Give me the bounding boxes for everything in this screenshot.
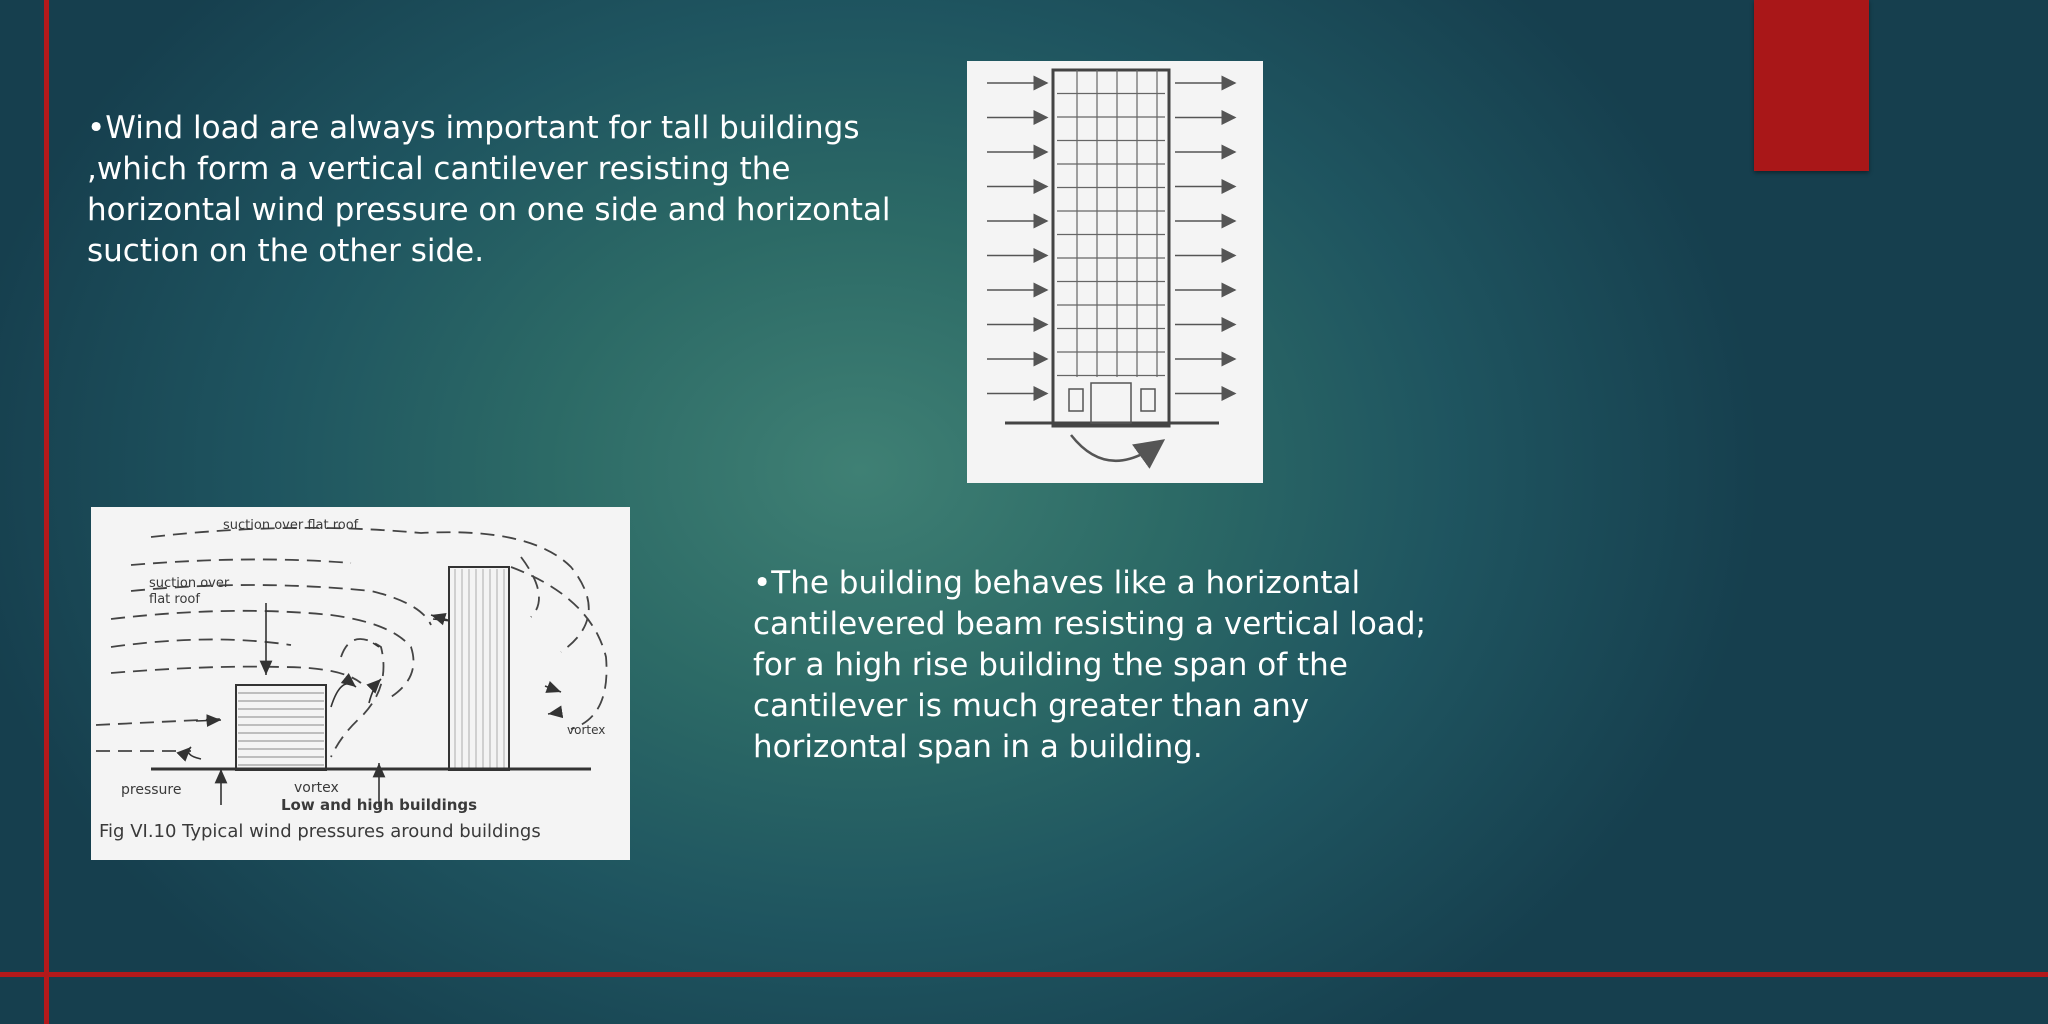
- tall-building-wind-diagram: [967, 61, 1263, 483]
- building-cantilever-drawing: [967, 61, 1263, 483]
- wind-pressure-drawing: [91, 507, 630, 860]
- figure-caption: Fig VI.10 Typical wind pressures around buildings: [99, 821, 541, 842]
- red-accent-tab: [1754, 0, 1869, 171]
- label-suction-over-flat-roof-top: suction over flat roof: [223, 518, 359, 533]
- label-suction-over-left-1: suction over: [149, 576, 230, 591]
- wind-pressure-figure: [91, 507, 630, 860]
- left-red-rule: [44, 0, 49, 1024]
- label-suction-over-left-2: flat roof: [149, 592, 200, 607]
- label-low-and-high-buildings: Low and high buildings: [281, 796, 478, 814]
- label-pressure: pressure: [121, 782, 182, 798]
- paragraph-cantilever: •The building behaves like a horizontal cantilevered beam resisting a vertical load; for a high rise building the span of the cantilever is much greater than any horizontal span in a building.: [753, 565, 1427, 765]
- label-vortex-right: vortex: [567, 723, 606, 737]
- label-vortex-bottom: vortex: [294, 780, 339, 796]
- bottom-red-rule: [0, 972, 2048, 977]
- paragraph-wind-load: •Wind load are always important for tall buildings ,which form a vertical cantilever resisting the horizontal wind pressure on one side and horizontal suction on the other side.: [87, 110, 891, 269]
